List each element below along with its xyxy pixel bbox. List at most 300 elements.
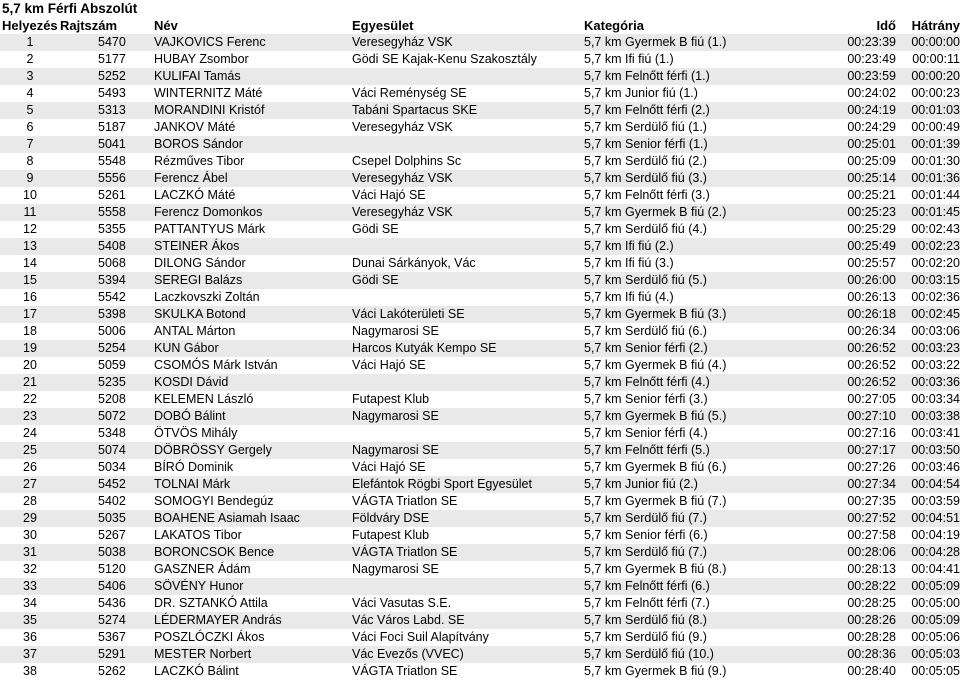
cell-category: 5,7 km Junior fiú (1.) (584, 86, 698, 100)
cell-category: 5,7 km Junior fiú (2.) (584, 476, 816, 493)
cell-gap: 00:02:43 (911, 222, 960, 236)
cell-bib: 5367 (98, 630, 126, 644)
table-row (0, 561, 960, 578)
cell-position: 25 (0, 442, 60, 459)
cell-position: 29 (0, 510, 60, 527)
cell-club: Gödi SE Kajak-Kenu Szakosztály (352, 52, 537, 66)
cell-category: 5,7 km Senior férfi (4.) (584, 426, 708, 440)
table-row (0, 136, 960, 153)
cell-position: 23 (0, 408, 60, 425)
cell-name: BÍRÓ Dominik (154, 460, 234, 474)
cell-gap: 00:03:15 (896, 272, 960, 289)
cell-gap: 00:04:54 (896, 476, 960, 493)
cell-name: LACZKÓ Bálint (154, 664, 239, 678)
cell-name: MESTER Norbert (154, 646, 352, 663)
cell-gap: 00:00:00 (896, 34, 960, 51)
cell-time: 00:26:13 (847, 290, 896, 304)
cell-position: 3 (0, 68, 60, 85)
cell-time: 00:25:01 (816, 136, 896, 153)
table-row (0, 527, 960, 544)
cell-time: 00:27:05 (847, 392, 896, 406)
table-row (0, 476, 960, 493)
cell-time: 00:26:00 (816, 272, 896, 289)
cell-category: 5,7 km Ifi fiú (1.) (584, 52, 674, 66)
table-row (0, 289, 960, 306)
table-row (0, 170, 960, 187)
cell-club: Váci Foci Suil Alapítvány (352, 630, 489, 644)
table-row (0, 102, 960, 119)
cell-gap: 00:03:38 (896, 408, 960, 425)
cell-gap: 00:05:09 (896, 612, 960, 629)
cell-time: 00:26:18 (816, 306, 896, 323)
cell-category: 5,7 km Gyermek B fiú (1.) (584, 34, 816, 51)
cell-category: 5,7 km Serdülő fiú (3.) (584, 170, 816, 187)
cell-bib: 5187 (98, 120, 126, 134)
cell-gap: 00:04:51 (896, 510, 960, 527)
cell-time: 00:27:34 (816, 476, 896, 493)
cell-time: 00:24:29 (847, 120, 896, 134)
cell-bib: 5542 (98, 290, 126, 304)
cell-club (352, 68, 584, 85)
cell-bib: 5398 (60, 306, 154, 323)
cell-name: KUN Gábor (154, 340, 352, 357)
cell-position: 32 (23, 562, 37, 576)
cell-category: 5,7 km Gyermek B fiú (9.) (584, 664, 727, 678)
header-time: Idő (876, 18, 896, 33)
cell-position: 16 (23, 290, 37, 304)
cell-category: 5,7 km Gyermek B fiú (3.) (584, 306, 816, 323)
cell-club: Váci Lakóterületi SE (352, 306, 584, 323)
cell-category: 5,7 km Gyermek B fiú (5.) (584, 408, 816, 425)
cell-position: 14 (23, 256, 37, 270)
cell-gap: 00:04:28 (896, 544, 960, 561)
cell-time: 00:24:19 (816, 102, 896, 119)
cell-name: WINTERNITZ Máté (154, 86, 263, 100)
cell-club: VÁGTA Triatlon SE (352, 664, 458, 678)
cell-bib: 5035 (60, 510, 154, 527)
cell-category: 5,7 km Serdülő fiú (6.) (584, 324, 707, 338)
cell-gap: 00:03:46 (911, 460, 960, 474)
table-row (0, 323, 960, 340)
cell-name: MORANDINI Kristóf (154, 102, 352, 119)
cell-category: 5,7 km Ifi fiú (4.) (584, 290, 674, 304)
cell-bib: 5235 (60, 374, 154, 391)
cell-position: 27 (0, 476, 60, 493)
cell-club: Futapest Klub (352, 528, 430, 542)
cell-time: 00:28:40 (847, 664, 896, 678)
cell-club: Váci Hajó SE (352, 188, 426, 202)
table-row (0, 340, 960, 357)
cell-position: 34 (23, 596, 37, 610)
cell-gap: 00:00:49 (911, 120, 960, 134)
cell-position: 37 (0, 646, 60, 663)
cell-club: Vác Város Labd. SE (352, 612, 584, 629)
cell-time: 00:26:52 (816, 340, 896, 357)
cell-time: 00:25:29 (847, 222, 896, 236)
cell-name: DILONG Sándor (154, 256, 246, 270)
cell-category: 5,7 km Senior férfi (3.) (584, 392, 708, 406)
header-name: Név (154, 18, 178, 33)
cell-position: 30 (23, 528, 37, 542)
cell-name: SOMOGYI Bendegúz (154, 494, 274, 508)
cell-time: 00:25:14 (816, 170, 896, 187)
cell-time: 00:28:25 (847, 596, 896, 610)
cell-time: 00:25:09 (847, 154, 896, 168)
table-row (0, 442, 960, 459)
cell-bib: 5274 (60, 612, 154, 629)
cell-club: Harcos Kutyák Kempo SE (352, 340, 584, 357)
cell-name: ÖTVÖS Mihály (154, 426, 238, 440)
cell-club (352, 578, 584, 595)
cell-gap: 00:05:06 (911, 630, 960, 644)
cell-gap: 00:01:39 (896, 136, 960, 153)
table-row (0, 357, 960, 374)
cell-category: 5,7 km Gyermek B fiú (2.) (584, 204, 816, 221)
table-row (0, 153, 960, 170)
cell-bib: 5402 (98, 494, 126, 508)
table-row (0, 493, 960, 510)
cell-category: 5,7 km Felnőtt férfi (6.) (584, 578, 816, 595)
cell-gap: 00:03:59 (911, 494, 960, 508)
cell-bib: 5120 (98, 562, 126, 576)
table-row (0, 306, 960, 323)
cell-bib: 5262 (98, 664, 126, 678)
cell-name: DÖBRÖSSY Gergely (154, 442, 352, 459)
table-row (0, 629, 960, 646)
cell-club: Veresegyház VSK (352, 204, 584, 221)
table-row (0, 255, 960, 272)
cell-name: KULIFAI Tamás (154, 68, 352, 85)
cell-gap: 00:05:00 (911, 596, 960, 610)
cell-gap: 00:01:45 (896, 204, 960, 221)
cell-time: 00:27:17 (816, 442, 896, 459)
cell-name: KOSDI Dávid (154, 374, 352, 391)
cell-bib: 5470 (60, 34, 154, 51)
cell-club: Veresegyház VSK (352, 170, 584, 187)
cell-club (352, 425, 584, 442)
cell-gap: 00:01:30 (911, 154, 960, 168)
cell-position: 15 (0, 272, 60, 289)
cell-time: 00:27:58 (847, 528, 896, 542)
cell-bib: 5261 (98, 188, 126, 202)
cell-club: Tabáni Spartacus SKE (352, 102, 584, 119)
cell-position: 6 (26, 120, 34, 134)
cell-time: 00:25:49 (816, 238, 896, 255)
table-row (0, 612, 960, 629)
cell-position: 17 (0, 306, 60, 323)
cell-bib: 5493 (98, 86, 126, 100)
cell-gap: 00:02:45 (896, 306, 960, 323)
cell-club: Veresegyház VSK (352, 34, 584, 51)
cell-bib: 5041 (60, 136, 154, 153)
cell-club (352, 136, 584, 153)
table-row (0, 408, 960, 425)
cell-bib: 5267 (98, 528, 126, 542)
cell-bib: 5556 (60, 170, 154, 187)
cell-gap: 00:04:41 (911, 562, 960, 576)
results-table (0, 17, 960, 680)
cell-position: 7 (0, 136, 60, 153)
cell-club: Nagymarosi SE (352, 562, 439, 576)
cell-bib: 5394 (60, 272, 154, 289)
cell-club: Veresegyház VSK (352, 120, 453, 134)
cell-time: 00:28:22 (816, 578, 896, 595)
table-row (0, 85, 960, 102)
cell-gap: 00:02:36 (911, 290, 960, 304)
cell-bib: 5038 (60, 544, 154, 561)
cell-bib: 5072 (60, 408, 154, 425)
cell-time: 00:28:28 (847, 630, 896, 644)
cell-name: BORONCSOK Bence (154, 544, 352, 561)
cell-position: 13 (0, 238, 60, 255)
cell-category: 5,7 km Gyermek B fiú (6.) (584, 460, 727, 474)
cell-position: 18 (23, 324, 37, 338)
cell-time: 00:27:26 (847, 460, 896, 474)
header-category: Kategória (584, 18, 644, 33)
cell-club: Váci Hajó SE (352, 460, 426, 474)
cell-name: Rézműves Tibor (154, 154, 245, 168)
cell-category: 5,7 km Serdülő fiú (7.) (584, 544, 816, 561)
table-row (0, 544, 960, 561)
table-row (0, 646, 960, 663)
cell-name: Ferencz Domonkos (154, 204, 352, 221)
cell-name: Ferencz Ábel (154, 170, 352, 187)
table-row (0, 238, 960, 255)
cell-name: DOBÓ Bálint (154, 408, 352, 425)
cell-time: 00:25:57 (847, 256, 896, 270)
cell-time: 00:28:26 (816, 612, 896, 629)
header-gap: Hátrány (911, 18, 960, 33)
cell-name: JANKOV Máté (154, 120, 236, 134)
cell-name: LAKATOS Tibor (154, 528, 242, 542)
cell-time: 00:26:52 (847, 358, 896, 372)
cell-category: 5,7 km Serdülő fiú (7.) (584, 510, 816, 527)
cell-category: 5,7 km Serdülő fiú (8.) (584, 612, 816, 629)
table-row (0, 425, 960, 442)
cell-gap: 00:01:44 (911, 188, 960, 202)
cell-position: 9 (0, 170, 60, 187)
cell-category: 5,7 km Gyermek B fiú (7.) (584, 494, 727, 508)
cell-gap: 00:01:36 (896, 170, 960, 187)
cell-bib: 5006 (98, 324, 126, 338)
cell-bib: 5208 (98, 392, 126, 406)
cell-gap: 00:00:20 (896, 68, 960, 85)
cell-category: 5,7 km Senior férfi (1.) (584, 136, 816, 153)
cell-category: 5,7 km Serdülő fiú (9.) (584, 630, 707, 644)
cell-name: DR. SZTANKÓ Attila (154, 596, 268, 610)
table-row (0, 595, 960, 612)
cell-category: 5,7 km Felnőtt férfi (5.) (584, 442, 816, 459)
cell-position: 2 (26, 52, 34, 66)
cell-name: SKULKA Botond (154, 306, 352, 323)
cell-position: 10 (23, 188, 37, 202)
cell-position: 8 (26, 154, 34, 168)
table-row (0, 663, 960, 680)
table-row (0, 374, 960, 391)
table-row (0, 391, 960, 408)
cell-club: Nagymarosi SE (352, 442, 584, 459)
cell-name: HUBAY Zsombor (154, 52, 249, 66)
cell-club: Váci Vasutas S.E. (352, 596, 452, 610)
cell-time: 00:27:52 (816, 510, 896, 527)
cell-time: 00:27:16 (847, 426, 896, 440)
table-row (0, 187, 960, 204)
cell-bib: 5436 (98, 596, 126, 610)
cell-time: 00:25:21 (847, 188, 896, 202)
cell-bib: 5252 (60, 68, 154, 85)
table-row (0, 510, 960, 527)
cell-club: Elefántok Rögbi Sport Egyesület (352, 476, 584, 493)
header-position: Helyezés (2, 18, 58, 33)
cell-position: 26 (23, 460, 37, 474)
cell-time: 00:26:34 (847, 324, 896, 338)
cell-gap: 00:03:41 (911, 426, 960, 440)
table-row (0, 578, 960, 595)
cell-bib: 5034 (98, 460, 126, 474)
cell-time: 00:27:10 (816, 408, 896, 425)
cell-bib: 5408 (60, 238, 154, 255)
cell-club: Váci Reménység SE (352, 86, 467, 100)
cell-gap: 00:00:23 (911, 86, 960, 100)
cell-club: Nagymarosi SE (352, 408, 584, 425)
cell-gap: 00:02:23 (896, 238, 960, 255)
cell-bib: 5558 (60, 204, 154, 221)
cell-bib: 5254 (60, 340, 154, 357)
cell-position: 11 (0, 204, 60, 221)
cell-category: 5,7 km Ifi fiú (3.) (584, 256, 674, 270)
results-title: 5,7 km Férfi Abszolút (2, 1, 138, 16)
table-row (0, 51, 960, 68)
cell-time: 00:25:23 (816, 204, 896, 221)
cell-position: 1 (0, 34, 60, 51)
cell-time: 00:28:13 (847, 562, 896, 576)
cell-name: TOLNAI Márk (154, 476, 352, 493)
cell-position: 24 (23, 426, 37, 440)
cell-bib: 5177 (98, 52, 126, 66)
cell-gap: 00:03:34 (911, 392, 960, 406)
cell-time: 00:26:52 (816, 374, 896, 391)
cell-name: POSZLÓCZKI Ákos (154, 630, 265, 644)
cell-club: Gödi SE (352, 272, 584, 289)
cell-category: 5,7 km Serdülő fiú (2.) (584, 154, 707, 168)
cell-time: 00:23:39 (816, 34, 896, 51)
cell-club (352, 238, 584, 255)
table-row (0, 459, 960, 476)
table-row (0, 204, 960, 221)
cell-club: VÁGTA Triatlon SE (352, 544, 584, 561)
table-row (0, 68, 960, 85)
cell-position: 36 (23, 630, 37, 644)
cell-gap: 00:03:22 (911, 358, 960, 372)
cell-category: 5,7 km Serdülő fiú (1.) (584, 120, 707, 134)
cell-position: 22 (23, 392, 37, 406)
cell-name: VAJKOVICS Ferenc (154, 34, 352, 51)
cell-gap: 00:03:36 (896, 374, 960, 391)
cell-club: Vác Evezős (VVEC) (352, 646, 584, 663)
cell-bib: 5452 (60, 476, 154, 493)
cell-bib: 5059 (98, 358, 126, 372)
cell-category: 5,7 km Serdülő fiú (4.) (584, 222, 707, 236)
cell-name: BOROS Sándor (154, 136, 352, 153)
cell-time: 00:28:36 (816, 646, 896, 663)
cell-category: 5,7 km Gyermek B fiú (4.) (584, 358, 727, 372)
cell-bib: 5406 (60, 578, 154, 595)
cell-bib: 5355 (98, 222, 126, 236)
cell-club: Nagymarosi SE (352, 324, 439, 338)
cell-category: 5,7 km Senior férfi (6.) (584, 528, 708, 542)
cell-category: 5,7 km Senior férfi (2.) (584, 340, 816, 357)
header-bib: Rajtszám (60, 18, 118, 33)
cell-position: 5 (0, 102, 60, 119)
cell-category: 5,7 km Felnőtt férfi (3.) (584, 188, 710, 202)
cell-position: 12 (23, 222, 37, 236)
cell-name: SÖVÉNY Hunor (154, 578, 352, 595)
cell-name: STEINER Ákos (154, 238, 352, 255)
cell-category: 5,7 km Serdülő fiú (10.) (584, 646, 816, 663)
cell-category: 5,7 km Ifi fiú (2.) (584, 238, 816, 255)
cell-time: 00:27:35 (847, 494, 896, 508)
cell-category: 5,7 km Felnőtt férfi (2.) (584, 102, 816, 119)
cell-category: 5,7 km Felnőtt férfi (7.) (584, 596, 710, 610)
cell-name: KELEMEN László (154, 392, 254, 406)
cell-name: ANTAL Márton (154, 324, 236, 338)
cell-gap: 00:01:03 (896, 102, 960, 119)
cell-gap: 00:03:50 (896, 442, 960, 459)
cell-gap: 00:05:03 (896, 646, 960, 663)
table-row (0, 221, 960, 238)
cell-position: 38 (23, 664, 37, 678)
table-row (0, 34, 960, 51)
cell-name: Laczkovszki Zoltán (154, 290, 260, 304)
cell-time: 00:24:02 (847, 86, 896, 100)
cell-gap: 00:02:20 (911, 256, 960, 270)
cell-name: BOAHENE Asiamah Isaac (154, 510, 352, 527)
cell-position: 35 (0, 612, 60, 629)
cell-club: Dunai Sárkányok, Vác (352, 256, 476, 270)
cell-bib: 5348 (98, 426, 126, 440)
cell-club (352, 289, 584, 306)
table-row (0, 119, 960, 136)
cell-name: CSOMÓS Márk István (154, 358, 278, 372)
cell-club: Földváry DSE (352, 510, 584, 527)
cell-club (352, 374, 584, 391)
cell-gap: 00:05:09 (896, 578, 960, 595)
cell-gap: 00:03:23 (896, 340, 960, 357)
cell-club: VÁGTA Triatlon SE (352, 494, 458, 508)
cell-category: 5,7 km Felnőtt férfi (1.) (584, 68, 816, 85)
cell-bib: 5291 (60, 646, 154, 663)
cell-club: Csepel Dolphins Sc (352, 154, 462, 168)
cell-club: Gödi SE (352, 222, 399, 236)
cell-time: 00:28:06 (816, 544, 896, 561)
cell-position: 19 (0, 340, 60, 357)
header-club: Egyesület (352, 18, 414, 33)
cell-category: 5,7 km Gyermek B fiú (8.) (584, 562, 727, 576)
cell-category: 5,7 km Serdülő fiú (5.) (584, 272, 816, 289)
cell-bib: 5068 (98, 256, 126, 270)
cell-bib: 5313 (60, 102, 154, 119)
cell-time: 00:23:49 (847, 52, 896, 66)
cell-category: 5,7 km Felnőtt férfi (4.) (584, 374, 816, 391)
cell-position: 33 (0, 578, 60, 595)
cell-position: 21 (0, 374, 60, 391)
cell-position: 4 (26, 86, 34, 100)
cell-position: 20 (23, 358, 37, 372)
table-header-row (0, 17, 960, 34)
cell-name: LÉDERMAYER András (154, 612, 352, 629)
cell-gap: 00:04:19 (911, 528, 960, 542)
cell-club: Váci Hajó SE (352, 358, 426, 372)
